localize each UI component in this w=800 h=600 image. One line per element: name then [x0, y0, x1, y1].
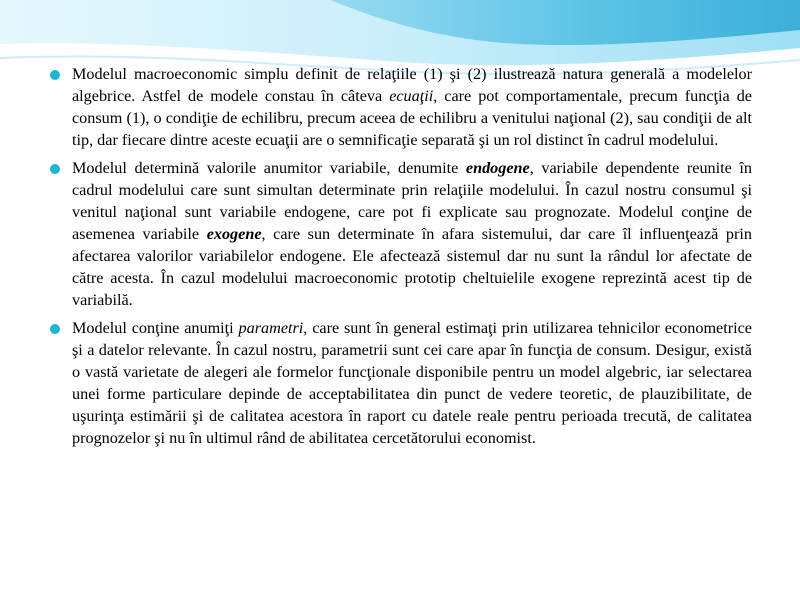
bullet-3-text-2: , care sunt în general estimaţi prin utilizarea tehnicilor econometrice şi a datelor relevante. În cazul nostru, parametrii sunt cei care apar în funcţia de consum. Desigur, există o vastă varietate de alegeri ale formelor funcţionale disponibile pentru un model algebric, iar selectarea unei forme particulare depinde de acceptabilitatea din punct de vedere teoretic, de plauzibilitate, de uşurinţa estimării şi de calitatea acestora în raport cu datele reale pentru perioada trecută, de calitatea prognozelor şi nu în ultimul rând de abilitatea cercetătorului economist. — [72, 319, 752, 447]
bullet-dot-icon — [50, 70, 60, 80]
bullet-paragraph-3 — [50, 317, 752, 449]
bullet-1-italic-term: ecuaţii — [389, 87, 434, 105]
bullet-paragraph-2 — [50, 157, 752, 311]
bullet-3-italic-term: parametri — [238, 319, 304, 337]
bullet-2-text-2: , variabile dependente reunite în cadrul modelului care sunt simultan determinate prin relaţiile modelului. În cazul nostru consumul şi venitul naţional sunt variabile endogene, care pot fi explicate sau prognozate. Modelul conţine de asemenea variabile — [72, 159, 752, 243]
bullet-3-text-1: Modelul conţine anumiţi — [72, 319, 239, 337]
bullet-paragraph-1 — [50, 63, 752, 151]
bullet-dot-icon — [50, 324, 60, 334]
bullet-1-text-2: , care pot comportamentale, precum funcţia de consum (1), o condiţie de echilibru, precum aceea de echilibru a venitului naţional (2), sau condiţii de alt tip, dar fiecare dintre aceste ecuaţii are o semnificaţie separată şi un rol distinct în cadrul modelului. — [72, 87, 752, 149]
bullet-2-term-endogene: endogene — [465, 159, 530, 177]
slide-content — [50, 63, 752, 455]
bullet-2-term-exogene: exogene — [206, 225, 262, 243]
bullet-1-text-1: Modelul macroeconomic simplu definit de relaţiile (1) şi (2) ilustrează natura generală a modelelor algebrice. Astfel de modele constau în câteva — [72, 65, 752, 105]
bullet-2-text-1: Modelul determină valorile anumitor variabile, denumite — [72, 159, 466, 177]
bullet-2-text-3: , care sun determinate în afara sistemului, dar care îl influenţează prin afectarea valorilor variabilelor endogene. Ele afectează sistemul dar nu sunt la rândul lor afectate de către acesta. În cazul modelului macroeconomic prototip cheltuielile exogene reprezintă acest tip de variabilă. — [72, 225, 752, 309]
bullet-dot-icon — [50, 164, 60, 174]
